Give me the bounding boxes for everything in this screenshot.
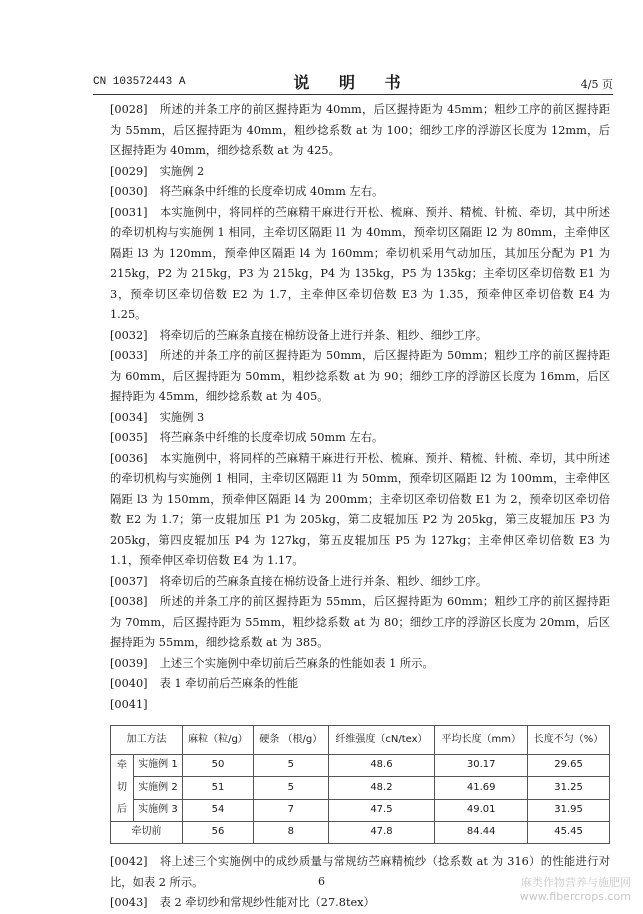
paragraph xyxy=(110,449,610,572)
paragraph-number: [0042] xyxy=(110,855,148,868)
document-body xyxy=(110,100,610,914)
paragraph-number: [0040] xyxy=(110,677,148,690)
paragraph xyxy=(110,428,610,449)
table-cell: 7 xyxy=(254,799,329,821)
table-cell: 48.2 xyxy=(328,777,435,799)
paragraph-number: [0029] xyxy=(110,164,148,178)
paragraph-text: 将牵切后的苎麻条直接在棉纺设备上进行并条、粗纱、细纱工序。 xyxy=(159,328,488,342)
table-cell: 实施例 3 xyxy=(134,799,183,821)
table-header-row xyxy=(111,726,610,755)
paragraph-number: [0033] xyxy=(110,349,148,362)
paragraph-text: 表 1 牵切前后苎麻条的性能 xyxy=(159,677,299,690)
paragraph-text: 所述的并条工序的前区握持距为 50mm，后区握持距为 50mm；粗纱工序的前区握持距为 60mm，后区握持距为 50mm，粗纱捻系数 at 为 90；细纱工序的浮游区长度为 16mm，后区握持距为 45mm，细纱捻系数 at 为 405。 xyxy=(110,349,610,403)
table-cell: 49.01 xyxy=(435,799,528,821)
paragraph-text: 本实施例中，将同样的苎麻精干麻进行开松、梳麻、预并、精梳、针梳、牵切，其中所述的牵切机构与实施例 1 相同，主牵切区隔距 l1 为 40mm，预牵切区隔距 l2 为 80mm，主牵伸区隔距 l3 为 120mm，预牵伸区隔距 l4 为 160mm；牵切机采用气动加压，其加压分配为 P1 为 215kg，P2 为 215kg，P3 为 215kg，P4 为 135kg，P5 为 135kg；主牵切区牵切倍数 E1 为 3，预牵切区牵切倍数 E2 为 1.7，主牵伸区牵切倍数 E3 为 1.35，预牵伸区牵切倍数 E4 为 1.25。 xyxy=(110,205,610,321)
table-header-cell: 麻粒（粒/g） xyxy=(182,726,253,755)
table-cell: 29.65 xyxy=(528,755,610,777)
paragraph-text: 所述的并条工序的前区握持距为 40mm，后区握持距为 45mm；粗纱工序的前区握持距为 55mm，后区握持距为 40mm，粗纱捻系数 at 为 100；细纱工序的浮游区长度为 12mm，后区握持距为 40mm，细纱捻系数 at 为 425。 xyxy=(110,103,610,157)
table-cell: 56 xyxy=(182,822,253,844)
table-cell: 牵切前 xyxy=(111,822,183,844)
paragraph xyxy=(110,182,610,203)
paragraph xyxy=(110,654,610,675)
paragraph-text: 表 2 牵切纱和常规纱性能对比（27.8tex） xyxy=(159,896,375,909)
header-rule xyxy=(93,94,613,95)
group-label-char: 牵 xyxy=(117,760,127,771)
watermark xyxy=(520,876,631,904)
table-header-cell: 长度不匀（%） xyxy=(528,726,610,755)
table-row xyxy=(111,777,610,799)
table-cell: 实施例 1 xyxy=(134,755,183,777)
paragraph-number: [0032] xyxy=(110,328,148,342)
paragraph-number: [0043] xyxy=(110,896,148,909)
paragraph-number: [0041] xyxy=(110,697,148,711)
paragraph-group-a xyxy=(110,100,610,715)
table-header-cell: 硬条 （根/g） xyxy=(254,726,329,755)
paragraph-text: 将牵切后的苎麻条直接在棉纺设备上进行并条、粗纱、细纱工序。 xyxy=(159,574,488,588)
paragraph xyxy=(110,674,610,695)
group-label-char: 后 xyxy=(117,804,127,815)
table-cell: 41.69 xyxy=(435,777,528,799)
group-label-char: 切 xyxy=(117,782,127,793)
table-cell: 5 xyxy=(254,755,329,777)
paragraph-number: [0035] xyxy=(110,431,148,444)
table-cell: 31.25 xyxy=(528,777,610,799)
paragraph xyxy=(110,592,610,654)
watermark-line: 麻类作物营养与施肥网 xyxy=(521,876,631,889)
paragraph xyxy=(110,162,610,183)
watermark-line: www.fibercrops.com xyxy=(519,890,631,903)
paragraph xyxy=(110,100,610,162)
page-indicator: 4/5 页 xyxy=(580,78,613,91)
paragraph-text: 实施例 2 xyxy=(159,164,205,178)
table-header-cell: 平均长度（mm） xyxy=(435,726,528,755)
table-row xyxy=(111,799,610,821)
table-cell: 45.45 xyxy=(528,822,610,844)
paragraph xyxy=(110,572,610,593)
paragraph-number: [0031] xyxy=(110,205,148,219)
table-cell: 30.17 xyxy=(435,755,528,777)
document-title: 说 明 书 xyxy=(293,73,413,92)
table-header-cell: 纤维强度（cN/tex） xyxy=(328,726,435,755)
paragraph xyxy=(110,326,610,347)
page-header xyxy=(93,70,613,90)
paragraph xyxy=(110,695,610,716)
table-header-cell: 加工方法 xyxy=(111,726,183,755)
paragraph-text: 实施例 3 xyxy=(159,410,205,424)
table-cell: 47.5 xyxy=(328,799,435,821)
paragraph-text: 本实施例中，将同样的苎麻精干麻进行开松、梳麻、预并、精梳、针梳、牵切，其中所述的牵切机构与实施例 1 相同，主牵切区隔距 l1 为 50mm，预牵切区隔距 l2 为 100mm，主牵伸区隔距 l3 为 150mm，预牵伸区隔距 l4 为 200mm；主牵切区牵切倍数 E1 为 2，预牵切区牵切倍数 E2 为 1.7；第一皮辊加压 P1 为 205kg，第二皮辊加压 P2 为 205kg，第三皮辊加压 P3 为 205kg，第四皮辊加压 P4 为 127kg，第五皮辊加压 P5 为 127kg；主牵伸区牵切倍数 E3 为 1.1，预牵伸区牵切倍数 E4 为 1.17。 xyxy=(110,451,610,567)
paragraph xyxy=(110,408,610,429)
page-number: 6 xyxy=(318,875,325,888)
paragraph xyxy=(110,203,610,326)
table-cell: 47.8 xyxy=(328,822,435,844)
paragraph-number: [0039] xyxy=(110,656,148,670)
table-cell: 31.95 xyxy=(528,799,610,821)
paragraph-text: 将苎麻条中纤维的长度牵切成 40mm 左右。 xyxy=(159,185,384,198)
table-cell: 48.6 xyxy=(328,755,435,777)
paragraph-number: [0030] xyxy=(110,185,148,198)
table-cell: 5 xyxy=(254,777,329,799)
patent-number: CN 103572443 A xyxy=(93,76,186,88)
table-1 xyxy=(110,725,610,844)
table-cell: 实施例 2 xyxy=(134,777,183,799)
paragraph-number: [0037] xyxy=(110,574,148,588)
table-cell: 8 xyxy=(254,822,329,844)
group-label-cell xyxy=(111,755,134,822)
paragraph-number: [0034] xyxy=(110,410,148,424)
table-cell: 51 xyxy=(182,777,253,799)
table-row xyxy=(111,755,610,777)
table-cell: 84.44 xyxy=(435,822,528,844)
table-cell: 50 xyxy=(182,755,253,777)
table-row xyxy=(111,822,610,844)
paragraph xyxy=(110,346,610,408)
paragraph-text: 上述三个实施例中牵切前后苎麻条的性能如表 1 所示。 xyxy=(159,656,434,670)
paragraph-text: 将苎麻条中纤维的长度牵切成 50mm 左右。 xyxy=(159,431,384,444)
paragraph-text: 所述的并条工序的前区握持距为 55mm，后区握持距为 60mm；粗纱工序的前区握持距为 70mm，后区握持距为 55mm，粗纱捻系数 at 为 80；细纱工序的浮游区长度为 20mm，后区握持距为 55mm，细纱捻系数 at 为 385。 xyxy=(110,595,610,649)
paragraph-number: [0028] xyxy=(110,103,148,116)
paragraph-number: [0036] xyxy=(110,451,148,465)
paragraph-text: 将上述三个实施例中的成纱质量与常规纺苎麻精梳纱（捻系数 at 为 316）的性能进行对比，如表 2 所示。 xyxy=(110,855,610,889)
paragraph-number: [0038] xyxy=(110,595,148,608)
table-cell: 54 xyxy=(182,799,253,821)
